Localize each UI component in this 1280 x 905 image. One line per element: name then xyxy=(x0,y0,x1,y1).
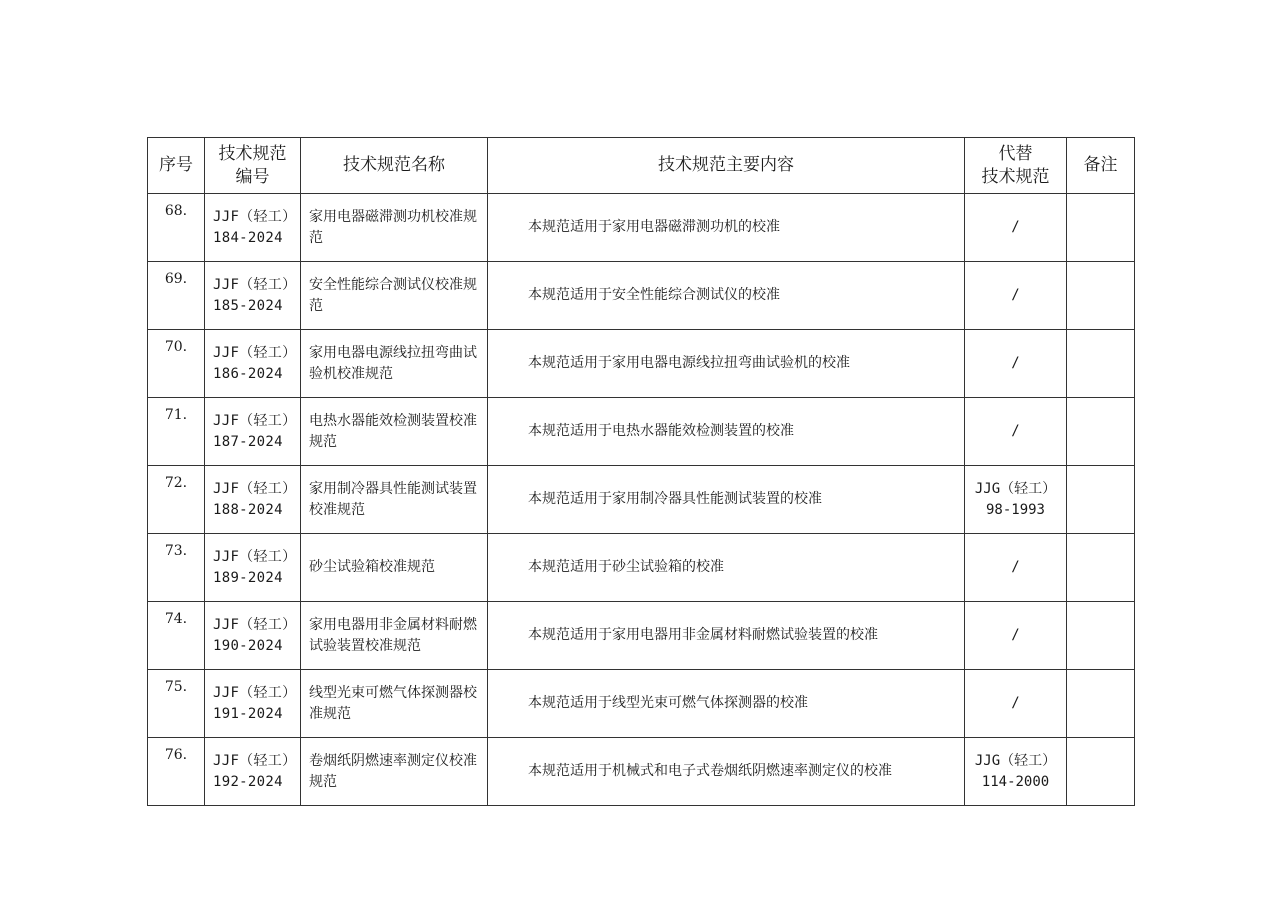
row-code-prefix: JJF（轻工） xyxy=(213,752,297,769)
row-code xyxy=(205,398,301,466)
row-content: 本规范适用于家用制冷器具性能测试装置的校准 xyxy=(488,466,965,534)
table-row xyxy=(148,262,1135,330)
row-replace: / xyxy=(965,670,1067,738)
row-seq: 72. xyxy=(148,466,205,534)
row-name: 家用电器电源线拉扭弯曲试验机校准规范 xyxy=(301,330,488,398)
header-name: 技术规范名称 xyxy=(301,138,488,194)
row-seq: 68. xyxy=(148,194,205,262)
table-row xyxy=(148,194,1135,262)
table-row xyxy=(148,738,1135,806)
row-code xyxy=(205,602,301,670)
row-code-prefix: JJF（轻工） xyxy=(213,684,297,701)
row-replace: / xyxy=(965,262,1067,330)
row-name: 线型光束可燃气体探测器校准规范 xyxy=(301,670,488,738)
row-code xyxy=(205,262,301,330)
row-note xyxy=(1067,738,1135,806)
row-code-number: 187-2024 xyxy=(213,433,283,450)
row-name: 家用制冷器具性能测试装置校准规范 xyxy=(301,466,488,534)
row-replace: / xyxy=(965,602,1067,670)
table-row xyxy=(148,602,1135,670)
row-seq: 71. xyxy=(148,398,205,466)
row-code-prefix: JJF（轻工） xyxy=(213,208,297,225)
row-note xyxy=(1067,602,1135,670)
row-code xyxy=(205,194,301,262)
row-note xyxy=(1067,534,1135,602)
row-seq: 76. xyxy=(148,738,205,806)
row-replace: / xyxy=(965,534,1067,602)
row-name: 砂尘试验箱校准规范 xyxy=(301,534,488,602)
header-replace xyxy=(965,138,1067,194)
row-code-number: 185-2024 xyxy=(213,297,283,314)
row-code xyxy=(205,670,301,738)
row-code xyxy=(205,534,301,602)
row-code-prefix: JJF（轻工） xyxy=(213,344,297,361)
row-note xyxy=(1067,330,1135,398)
row-content: 本规范适用于线型光束可燃气体探测器的校准 xyxy=(488,670,965,738)
table-row xyxy=(148,670,1135,738)
table-row xyxy=(148,534,1135,602)
header-seq: 序号 xyxy=(148,138,205,194)
table-row xyxy=(148,398,1135,466)
row-code-prefix: JJF（轻工） xyxy=(213,548,297,565)
row-code xyxy=(205,738,301,806)
row-seq: 75. xyxy=(148,670,205,738)
row-seq: 73. xyxy=(148,534,205,602)
row-note xyxy=(1067,262,1135,330)
header-content: 技术规范主要内容 xyxy=(488,138,965,194)
row-code xyxy=(205,330,301,398)
row-replace: / xyxy=(965,398,1067,466)
row-replace: / xyxy=(965,330,1067,398)
standards-table xyxy=(147,137,1135,806)
row-note xyxy=(1067,398,1135,466)
row-note xyxy=(1067,194,1135,262)
row-code-number: 184-2024 xyxy=(213,229,283,246)
row-seq: 70. xyxy=(148,330,205,398)
row-content: 本规范适用于家用电器用非金属材料耐燃试验装置的校准 xyxy=(488,602,965,670)
row-code-number: 189-2024 xyxy=(213,569,283,586)
row-code-prefix: JJF（轻工） xyxy=(213,412,297,429)
row-content: 本规范适用于家用电器磁滞测功机的校准 xyxy=(488,194,965,262)
row-code-prefix: JJF（轻工） xyxy=(213,276,297,293)
row-content: 本规范适用于安全性能综合测试仪的校准 xyxy=(488,262,965,330)
row-code-number: 192-2024 xyxy=(213,773,283,790)
header-replace-line2: 技术规范 xyxy=(981,166,1050,187)
table-row xyxy=(148,466,1135,534)
header-note: 备注 xyxy=(1067,138,1135,194)
header-replace-line1: 代替 xyxy=(998,143,1033,164)
row-name: 家用电器用非金属材料耐燃试验装置校准规范 xyxy=(301,602,488,670)
row-content: 本规范适用于机械式和电子式卷烟纸阴燃速率测定仪的校准 xyxy=(488,738,965,806)
row-code-number: 188-2024 xyxy=(213,501,283,518)
row-seq: 69. xyxy=(148,262,205,330)
row-name: 卷烟纸阴燃速率测定仪校准规范 xyxy=(301,738,488,806)
row-note xyxy=(1067,670,1135,738)
header-code-line1: 技术规范 xyxy=(218,143,287,164)
row-code-prefix: JJF（轻工） xyxy=(213,480,297,497)
table-header-row xyxy=(148,138,1135,194)
row-code-number: 191-2024 xyxy=(213,705,283,722)
row-replace: / xyxy=(965,194,1067,262)
table-row xyxy=(148,330,1135,398)
row-replace: JJG（轻工）114-2000 xyxy=(965,738,1067,806)
row-code-number: 190-2024 xyxy=(213,637,283,654)
row-code-prefix: JJF（轻工） xyxy=(213,616,297,633)
row-note xyxy=(1067,466,1135,534)
row-content: 本规范适用于砂尘试验箱的校准 xyxy=(488,534,965,602)
row-replace: JJG（轻工）98-1993 xyxy=(965,466,1067,534)
row-code-number: 186-2024 xyxy=(213,365,283,382)
row-name: 电热水器能效检测装置校准规范 xyxy=(301,398,488,466)
row-seq: 74. xyxy=(148,602,205,670)
header-code-line2: 编号 xyxy=(235,166,270,187)
row-content: 本规范适用于电热水器能效检测装置的校准 xyxy=(488,398,965,466)
row-name: 家用电器磁滞测功机校准规范 xyxy=(301,194,488,262)
header-code xyxy=(205,138,301,194)
row-content: 本规范适用于家用电器电源线拉扭弯曲试验机的校准 xyxy=(488,330,965,398)
row-name: 安全性能综合测试仪校准规范 xyxy=(301,262,488,330)
row-code xyxy=(205,466,301,534)
